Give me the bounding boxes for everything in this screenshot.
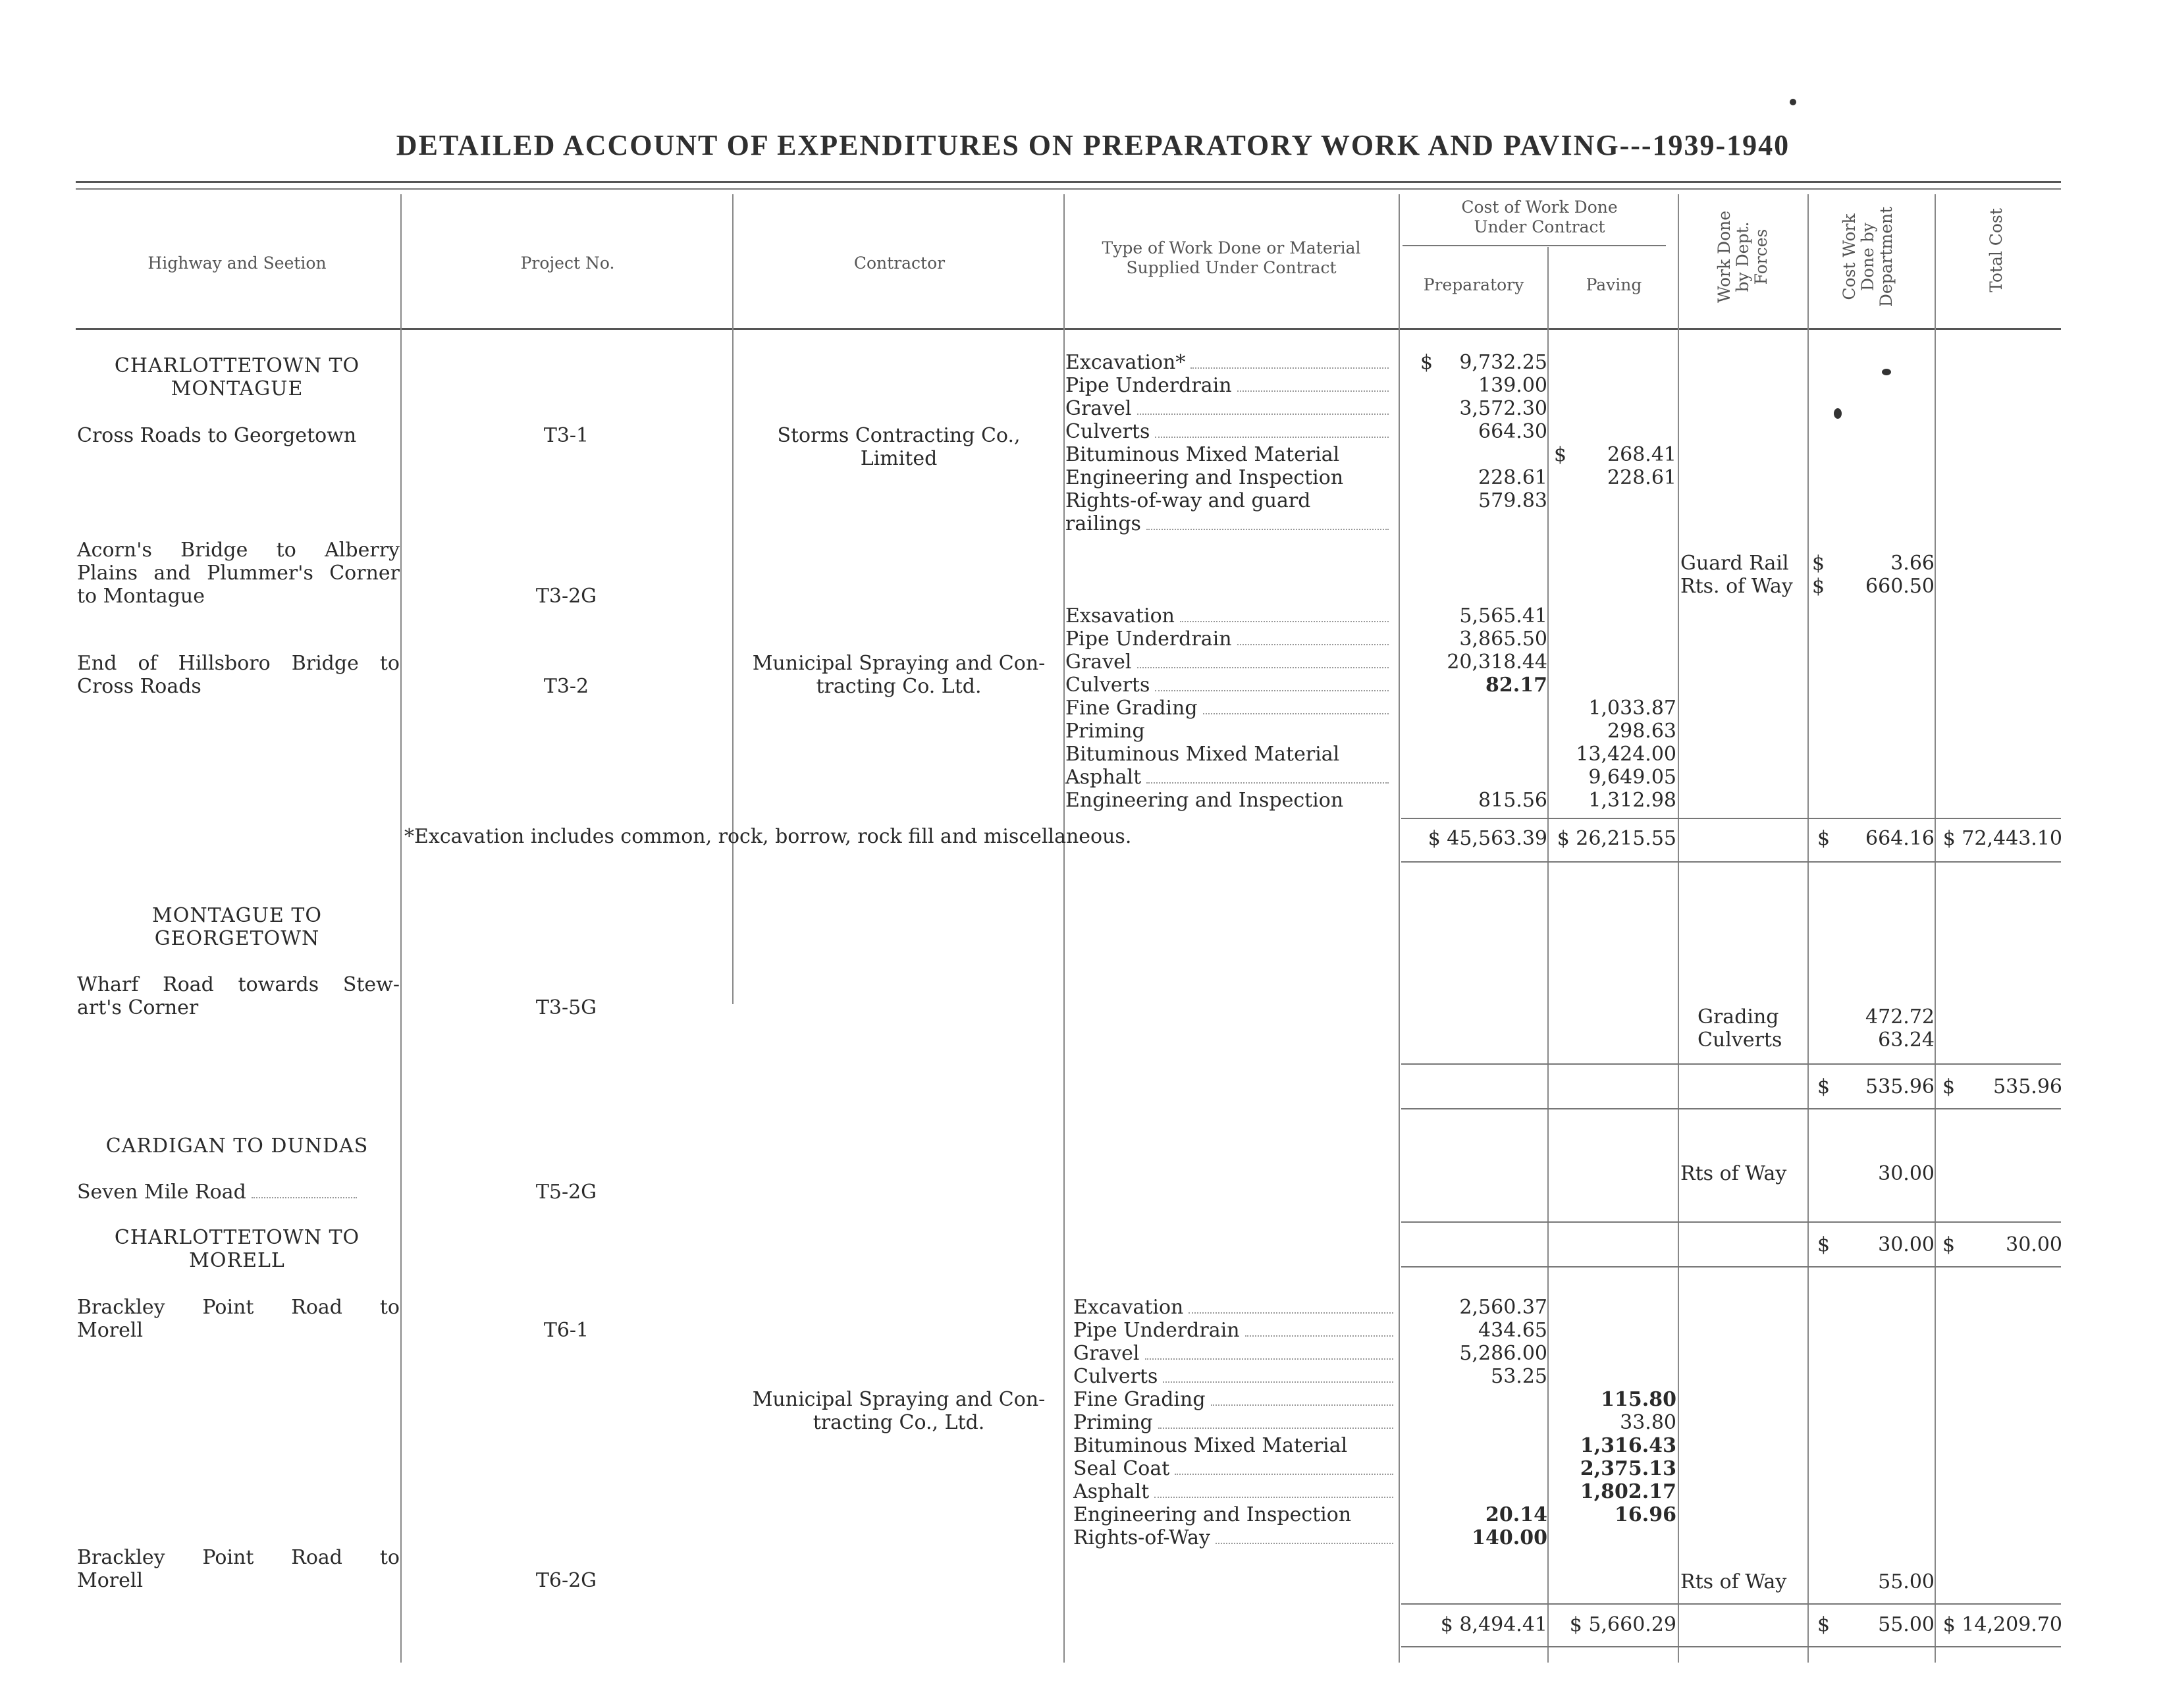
subtotal-rule: [1401, 1266, 2061, 1268]
currency-sign: $ $: [1812, 552, 1825, 598]
subtotal-dept: 30.00: [1878, 1233, 1935, 1256]
dept-work-type: Rts of Way: [1680, 1162, 1787, 1185]
dept-work-type: Guard Rail Rts. of Way: [1680, 552, 1793, 598]
work-item: Bituminous Mixed Material: [1073, 1434, 1348, 1457]
top-rule: [76, 181, 2061, 183]
section-title: CARDIGAN TO DUNDAS: [105, 1134, 369, 1158]
currency-sign: $: [1420, 351, 1433, 374]
scan-speck: [1882, 369, 1891, 375]
dept-work-type: Grading Culverts: [1697, 1005, 1782, 1052]
work-item: Culverts: [1065, 674, 1391, 697]
work-item: Asphalt: [1065, 766, 1391, 789]
header-project: Project No.: [520, 254, 615, 273]
subtotal-paving: $ 26,215.55: [1557, 827, 1676, 850]
dept-cost: 55.00: [1878, 1570, 1935, 1593]
header-paving: Paving: [1586, 275, 1642, 294]
highway-section: Morell: [77, 1569, 144, 1592]
currency-sign: $: [1554, 443, 1567, 466]
work-item: Gravel: [1073, 1342, 1396, 1365]
contractor-name: Municipal Spraying and Con- tracting Co., Ltd.: [752, 1388, 1046, 1434]
work-item: Priming: [1073, 1411, 1396, 1434]
header-cost-contract: Cost of Work Done Under Contract: [1461, 198, 1618, 236]
footnote: *Excavation includes common, rock, borrow, rock fill and miscellaneous.: [404, 825, 1132, 848]
work-item: Seal Coat: [1073, 1457, 1396, 1480]
work-item: Engineering and Inspection: [1073, 1503, 1352, 1526]
project-number: T3-5G: [535, 996, 597, 1019]
work-item: Asphalt: [1073, 1480, 1396, 1503]
header-work-dept: Work Done by Dept. Forces: [1715, 210, 1771, 304]
work-item: Culverts: [1065, 420, 1391, 443]
project-number: T3-1: [543, 424, 589, 447]
work-item: railings: [1065, 512, 1391, 535]
work-type-list: [1065, 604, 1391, 812]
subtotal-rule: [1401, 818, 2061, 819]
highway-section: Wharf Road towards Stew-: [77, 973, 400, 996]
dept-work-type: Rts of Way: [1680, 1570, 1787, 1593]
work-item: Bituminous Mixed Material: [1065, 443, 1340, 466]
scan-speck: [1834, 408, 1842, 419]
currency-sign: $: [1817, 1075, 1831, 1098]
work-item: Engineering and Inspection: [1065, 789, 1344, 812]
contractor-name: Municipal Spraying and Con- tracting Co. Ltd.: [752, 652, 1046, 698]
header-bottom-rule: [76, 328, 2061, 330]
highway-section: Cross Roads: [77, 675, 201, 698]
work-item: Engineering and Inspection: [1065, 466, 1344, 489]
work-item: Rights-of-Way: [1073, 1526, 1396, 1549]
currency-sign: $: [1942, 1075, 1956, 1098]
subtotal-rule: [1401, 1646, 2061, 1647]
paving-cost: 115.80 33.80 1,316.43 2,375.13 1,802.17 16.96: [1580, 1388, 1676, 1526]
header-total: Total Cost: [1987, 208, 2006, 292]
subtotal-dept: 55.00: [1878, 1613, 1935, 1636]
work-item: Rights-of-way and guard: [1065, 489, 1311, 512]
currency-sign: $: [1817, 1233, 1831, 1256]
column-divider: [1807, 194, 1809, 1663]
preparatory-cost: 2,560.37 434.65 5,286.00 53.25: [1459, 1296, 1547, 1388]
work-item: Gravel: [1065, 651, 1391, 674]
column-divider: [1063, 194, 1065, 1663]
header-type: Type of Work Done or Material Supplied Under Contract: [1102, 238, 1361, 277]
preparatory-cost: 9,732.25 139.00 3,572.30 664.30 228.61 579.83: [1459, 351, 1547, 512]
subtotal-dept: 535.96: [1865, 1075, 1935, 1098]
highway-section: Brackley Point Road to: [77, 1546, 400, 1569]
subtotal-preparatory: $ 8,494.41: [1440, 1613, 1547, 1636]
currency-sign: $: [1817, 827, 1831, 850]
currency-sign: $: [1942, 1233, 1956, 1256]
project-number: T6-2G: [535, 1569, 597, 1592]
highway-section: to Montague: [77, 585, 205, 608]
column-divider: [1678, 194, 1679, 1663]
subtotal-total: 535.96: [1993, 1075, 2062, 1098]
project-number: T3-2: [543, 675, 589, 698]
column-divider: [1547, 247, 1549, 1663]
highway-section: Seven Mile Road: [77, 1181, 357, 1204]
header-highway: Highway and Seetion: [147, 254, 327, 273]
highway-section: Acorn's Bridge to Alberry Plains and Plummer's Corner: [77, 539, 400, 585]
scan-speck: [1790, 99, 1796, 105]
subtotal-total: $ 14,209.70: [1942, 1613, 2062, 1636]
highway-section: art's Corner: [77, 996, 199, 1019]
dept-cost: 472.72 63.24: [1865, 1005, 1935, 1052]
work-item: Gravel: [1065, 397, 1391, 420]
currency-sign: $: [1817, 1613, 1831, 1636]
project-number: T3-2G: [535, 585, 597, 608]
work-item: Excavation*: [1065, 351, 1391, 374]
dept-cost: 30.00: [1878, 1162, 1935, 1185]
work-item: Pipe Underdrain: [1065, 627, 1391, 651]
subtotal-rule: [1401, 1221, 2061, 1223]
document-title: DETAILED ACCOUNT OF EXPENDITURES ON PREPARATORY WORK AND PAVING---1939-1940: [396, 129, 1790, 161]
subtotal-rule: [1401, 1108, 2061, 1109]
highway-section: Brackley Point Road to: [77, 1296, 400, 1319]
subtotal-rule: [1401, 1063, 2061, 1065]
paving-cost: 268.41 228.61: [1607, 443, 1676, 489]
work-item: Pipe Underdrain: [1073, 1319, 1396, 1342]
highway-section: Cross Roads to Georgetown: [77, 424, 357, 447]
subtotal-preparatory: $ 45,563.39: [1428, 827, 1547, 850]
subtotal-total: $ 72,443.10: [1942, 827, 2062, 850]
section-title: MONTAGUE TO GEORGETOWN: [152, 904, 322, 950]
subtotal-rule: [1401, 861, 2061, 863]
column-divider: [1935, 194, 1936, 1663]
work-item: Exsavation: [1065, 604, 1391, 627]
column-divider: [1399, 194, 1400, 1663]
top-rule-secondary: [76, 188, 2061, 190]
work-item: Culverts: [1073, 1365, 1396, 1388]
work-item: Bituminous Mixed Material: [1065, 743, 1340, 766]
work-item: Priming: [1065, 720, 1145, 743]
header-preparatory: Preparatory: [1423, 275, 1524, 294]
contract-subheader-rule: [1403, 245, 1666, 246]
section-title: CHARLOTTETOWN TO MORELL: [114, 1226, 360, 1272]
work-type-list: [1065, 351, 1391, 535]
preparatory-cost: 20.14 140.00: [1472, 1503, 1547, 1549]
subtotal-rule: [1401, 1603, 2061, 1605]
dept-cost: 3.66 660.50: [1865, 552, 1935, 598]
work-item: Excavation: [1073, 1296, 1396, 1319]
subtotal-paving: $ 5,660.29: [1569, 1613, 1676, 1636]
highway-section: Morell: [77, 1319, 144, 1342]
subtotal-total: 30.00: [2006, 1233, 2062, 1256]
project-number: T5-2G: [535, 1181, 597, 1204]
contractor-name: Storms Contracting Co., Limited: [777, 424, 1021, 470]
header-cost-dept: Cost Work Done by Department: [1840, 206, 1896, 307]
work-item: Pipe Underdrain: [1065, 374, 1391, 397]
header-contractor: Contractor: [853, 254, 946, 273]
section-title: CHARLOTTETOWN TO MONTAGUE: [114, 354, 360, 400]
paving-cost: 1,033.87 298.63 13,424.00 9,649.05 1,312.98: [1576, 697, 1676, 812]
subtotal-dept: 664.16: [1865, 827, 1935, 850]
work-item: Fine Grading: [1065, 697, 1391, 720]
project-number: T6-1: [543, 1319, 589, 1342]
column-divider: [400, 194, 402, 1663]
preparatory-cost: 815.56: [1478, 789, 1547, 812]
work-item: Fine Grading: [1073, 1388, 1396, 1411]
preparatory-cost: 5,565.41 3,865.50 20,318.44 82.17: [1447, 604, 1547, 697]
work-type-list: [1073, 1296, 1396, 1549]
column-divider: [732, 194, 734, 1004]
highway-section: End of Hillsboro Bridge to: [77, 652, 400, 675]
